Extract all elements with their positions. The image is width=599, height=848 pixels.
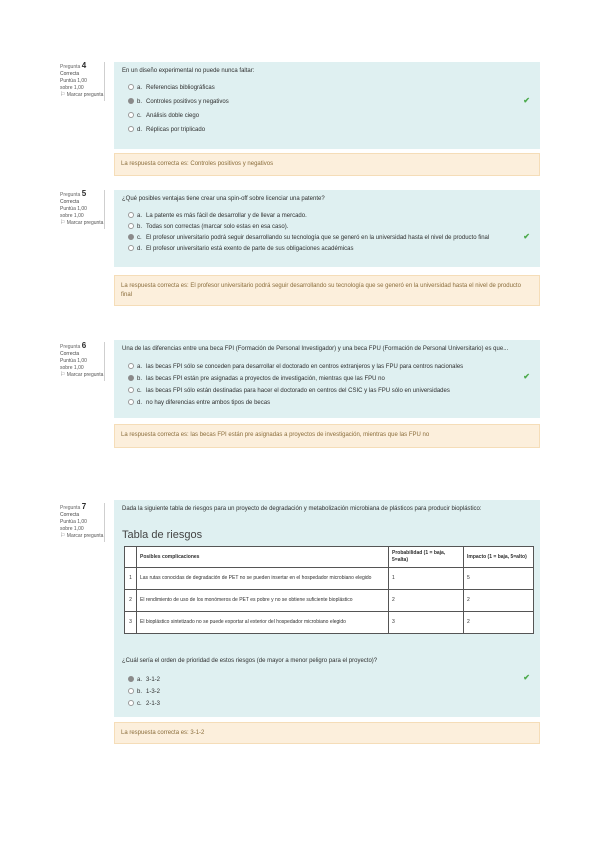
- answer-letter: b.: [137, 689, 143, 695]
- table-header-cell: Probabilidad (1 = baja, 5=alta): [389, 547, 464, 568]
- check-icon: ✔: [523, 232, 530, 241]
- question-number: [60, 342, 104, 351]
- flag-label: Marcar pregunta: [66, 372, 104, 378]
- table-cell: 1: [125, 568, 137, 590]
- answer-option[interactable]: [128, 387, 450, 395]
- table-cell: 1: [389, 568, 464, 590]
- table-header-row: [125, 547, 534, 568]
- question-content: [114, 190, 540, 267]
- radio-button[interactable]: [128, 223, 134, 229]
- answer-letter: d.: [137, 127, 143, 133]
- answer-letter: b.: [137, 99, 143, 105]
- answer-letter: d.: [137, 246, 143, 252]
- table-cell: 2: [389, 590, 464, 612]
- radio-button[interactable]: [128, 688, 134, 694]
- answer-option[interactable]: [128, 84, 215, 92]
- table-cell: Las rutas conocidas de degradación de PET no se pueden insertar en el hospedador microbiano elegido: [137, 568, 389, 590]
- question-number-value: 6: [81, 341, 87, 350]
- answer-text: las becas FPI sólo están destinadas para hacer el doctorado en centros del CSIC y las FPU sólo en universidades: [146, 388, 450, 394]
- answer-text: Controles positivos y negativos: [146, 99, 229, 105]
- answer-text: El profesor universitario está exento de parte de sus obligaciones académicas: [146, 246, 354, 252]
- check-icon: ✔: [523, 96, 530, 105]
- question-label: Pregunta: [60, 192, 81, 198]
- flag-label: Marcar pregunta: [66, 533, 104, 539]
- answer-text: Todas son correctas (marcar solo estas en esa caso).: [146, 224, 289, 230]
- question-label: Pregunta: [60, 344, 81, 350]
- answer-text: La patente es más fácil de desarrollar y de llevar a mercado.: [146, 213, 307, 219]
- radio-button-selected[interactable]: [128, 98, 134, 104]
- check-icon: ✔: [523, 372, 530, 381]
- question-grade: Puntúa 1,00: [60, 78, 87, 84]
- flag-icon: ⚐: [60, 533, 66, 539]
- answer-text: 1-3-2: [146, 689, 161, 695]
- table-header-cell: Posibles complicaciones: [137, 547, 389, 568]
- answer-text: El profesor universitario podrá seguir desarrollando su tecnología que se generó en la universidad hasta el nivel de producto final: [146, 235, 490, 241]
- answer-option[interactable]: [128, 126, 205, 134]
- correct-answer-feedback: [114, 275, 540, 306]
- flag-question-link[interactable]: [60, 92, 104, 99]
- flag-icon: ⚐: [60, 92, 66, 98]
- flag-icon: ⚐: [60, 220, 66, 226]
- question-text: ¿Qué posibles ventajas tiene crear una spin-off sobre licenciar una patente?: [122, 196, 325, 202]
- question-number: [60, 62, 104, 71]
- answer-letter: a.: [137, 677, 143, 683]
- question-grade-max: sobre 1,00: [60, 213, 84, 219]
- question-label: Pregunta: [60, 505, 81, 511]
- answer-option[interactable]: [128, 245, 353, 253]
- radio-button[interactable]: [128, 363, 134, 369]
- radio-button-selected[interactable]: [128, 234, 134, 240]
- answer-option[interactable]: [128, 223, 288, 231]
- table-cell: 3: [389, 612, 464, 634]
- answer-text: Referencias bibliográficas: [146, 85, 215, 91]
- answer-letter: c.: [137, 701, 142, 707]
- answer-text: Análisis doble ciego: [146, 113, 200, 119]
- answer-text: las becas FPI sólo se conceden para desarrollar el doctorado en centros extranjeros y las FPU para centros nacionales: [146, 364, 464, 370]
- table-cell: El rendimiento de uso de los monómeros de PET es pobre y no se obtiene suficiente bioplástico: [137, 590, 389, 612]
- question-state: Correcta: [60, 199, 80, 205]
- answer-letter: c.: [137, 235, 142, 241]
- table-header-cell: [125, 547, 137, 568]
- risk-table: [124, 546, 534, 634]
- question-state: Correcta: [60, 512, 80, 518]
- question-number-value: 4: [81, 61, 87, 70]
- radio-button[interactable]: [128, 399, 134, 405]
- table-header-cell: Impacto (1 = baja, 5=alto): [464, 547, 534, 568]
- radio-button-selected[interactable]: [128, 375, 134, 381]
- feedback-text: La respuesta correcta es: 3-1-2: [121, 730, 205, 736]
- answer-text: Réplicas por triplicado: [146, 127, 206, 133]
- flag-label: Marcar pregunta: [66, 92, 104, 98]
- answer-option[interactable]: [128, 212, 307, 220]
- answer-text: no hay diferencias entre ambos tipos de becas: [146, 400, 271, 406]
- answer-option[interactable]: [128, 375, 385, 383]
- answer-option[interactable]: [128, 688, 160, 696]
- radio-button-selected[interactable]: [128, 676, 134, 682]
- radio-button[interactable]: [128, 212, 134, 218]
- table-cell: 5: [464, 568, 534, 590]
- answer-option[interactable]: [128, 234, 489, 242]
- flag-label: Marcar pregunta: [66, 220, 104, 226]
- table-cell: 2: [464, 590, 534, 612]
- question-number: [60, 190, 104, 199]
- question-text: En un diseño experimental no puede nunca faltar:: [122, 68, 255, 74]
- radio-button[interactable]: [128, 700, 134, 706]
- question-content: [114, 500, 540, 717]
- question-state: Correcta: [60, 351, 80, 357]
- question-content: [114, 340, 540, 418]
- question-grade-max: sobre 1,00: [60, 85, 84, 91]
- answer-letter: c.: [137, 113, 142, 119]
- question-number-value: 7: [81, 502, 87, 511]
- flag-question-link[interactable]: [60, 372, 104, 379]
- answer-text: 2-1-3: [146, 701, 161, 707]
- question-grade: Puntúa 1,00: [60, 519, 87, 525]
- question-grade-max: sobre 1,00: [60, 365, 84, 371]
- answer-text: las becas FPI están pre asignadas a proyectos de investigación, mientras que las FPU no: [146, 376, 385, 382]
- flag-question-link[interactable]: [60, 220, 104, 227]
- answer-option[interactable]: [128, 363, 463, 371]
- question-text: Una de las diferencias entre una beca FPI (Formación de Personal Investigador) y una beca FPU (Formación de Personal Universitario) es que...: [122, 346, 509, 352]
- answer-option[interactable]: [128, 700, 160, 708]
- table-cell: 3: [125, 612, 137, 634]
- answer-letter: b.: [137, 224, 143, 230]
- table-row: [125, 590, 534, 612]
- feedback-text: La respuesta correcta es: El profesor universitario podrá seguir desarrollando su tecnología que se generó en la universidad hasta el nivel de producto final: [121, 283, 521, 298]
- table-cell: 2: [125, 590, 137, 612]
- feedback-text: La respuesta correcta es: las becas FPI están pre asignadas a proyectos de investigación, mientras que las FPU no: [121, 432, 430, 438]
- feedback-text: La respuesta correcta es: Controles positivos y negativos: [121, 161, 274, 167]
- table-cell: 2: [464, 612, 534, 634]
- answer-option[interactable]: [128, 98, 229, 106]
- question-info: [60, 190, 105, 229]
- check-icon: ✔: [523, 673, 530, 682]
- question-prompt: ¿Cuál sería el orden de prioridad de estos riesgos (de mayor a menor peligro para el proyecto)?: [122, 658, 378, 664]
- radio-button[interactable]: [128, 84, 134, 90]
- flag-icon: ⚐: [60, 372, 66, 378]
- correct-answer-feedback: [114, 722, 540, 744]
- question-info: [60, 503, 105, 542]
- question-grade: Puntúa 1,00: [60, 358, 87, 364]
- question-grade-max: sobre 1,00: [60, 526, 84, 532]
- question-number-value: 5: [81, 189, 87, 198]
- answer-option[interactable]: [128, 399, 270, 407]
- radio-button[interactable]: [128, 245, 134, 251]
- question-info: [60, 342, 105, 381]
- risk-table-title: Tabla de riesgos: [122, 529, 203, 541]
- question-content: [114, 62, 540, 149]
- correct-answer-feedback: [114, 153, 540, 176]
- answer-letter: c.: [137, 388, 142, 394]
- answer-text: 3-1-2: [146, 677, 161, 683]
- table-row: [125, 612, 534, 634]
- answer-letter: d.: [137, 400, 143, 406]
- table-cell: El bioplástico sintetizado no se puede exportar al exterior del hospedador microbiano elegido: [137, 612, 389, 634]
- answer-letter: a.: [137, 364, 143, 370]
- answer-letter: b.: [137, 376, 143, 382]
- radio-button[interactable]: [128, 112, 134, 118]
- answer-option[interactable]: [128, 676, 160, 684]
- question-grade: Puntúa 1,00: [60, 206, 87, 212]
- answer-letter: a.: [137, 213, 143, 219]
- flag-question-link[interactable]: [60, 533, 104, 540]
- question-label: Pregunta: [60, 64, 81, 70]
- table-row: [125, 568, 534, 590]
- answer-option[interactable]: [128, 112, 199, 120]
- question-info: [60, 62, 105, 101]
- radio-button[interactable]: [128, 387, 134, 393]
- answer-letter: a.: [137, 85, 143, 91]
- question-text: Dada la siguiente tabla de riesgos para un proyecto de degradación y metabolización microbiana de plásticos para producir bioplástico:: [122, 506, 482, 512]
- correct-answer-feedback: [114, 424, 540, 448]
- radio-button[interactable]: [128, 126, 134, 132]
- question-state: Correcta: [60, 71, 80, 77]
- question-number: [60, 503, 104, 512]
